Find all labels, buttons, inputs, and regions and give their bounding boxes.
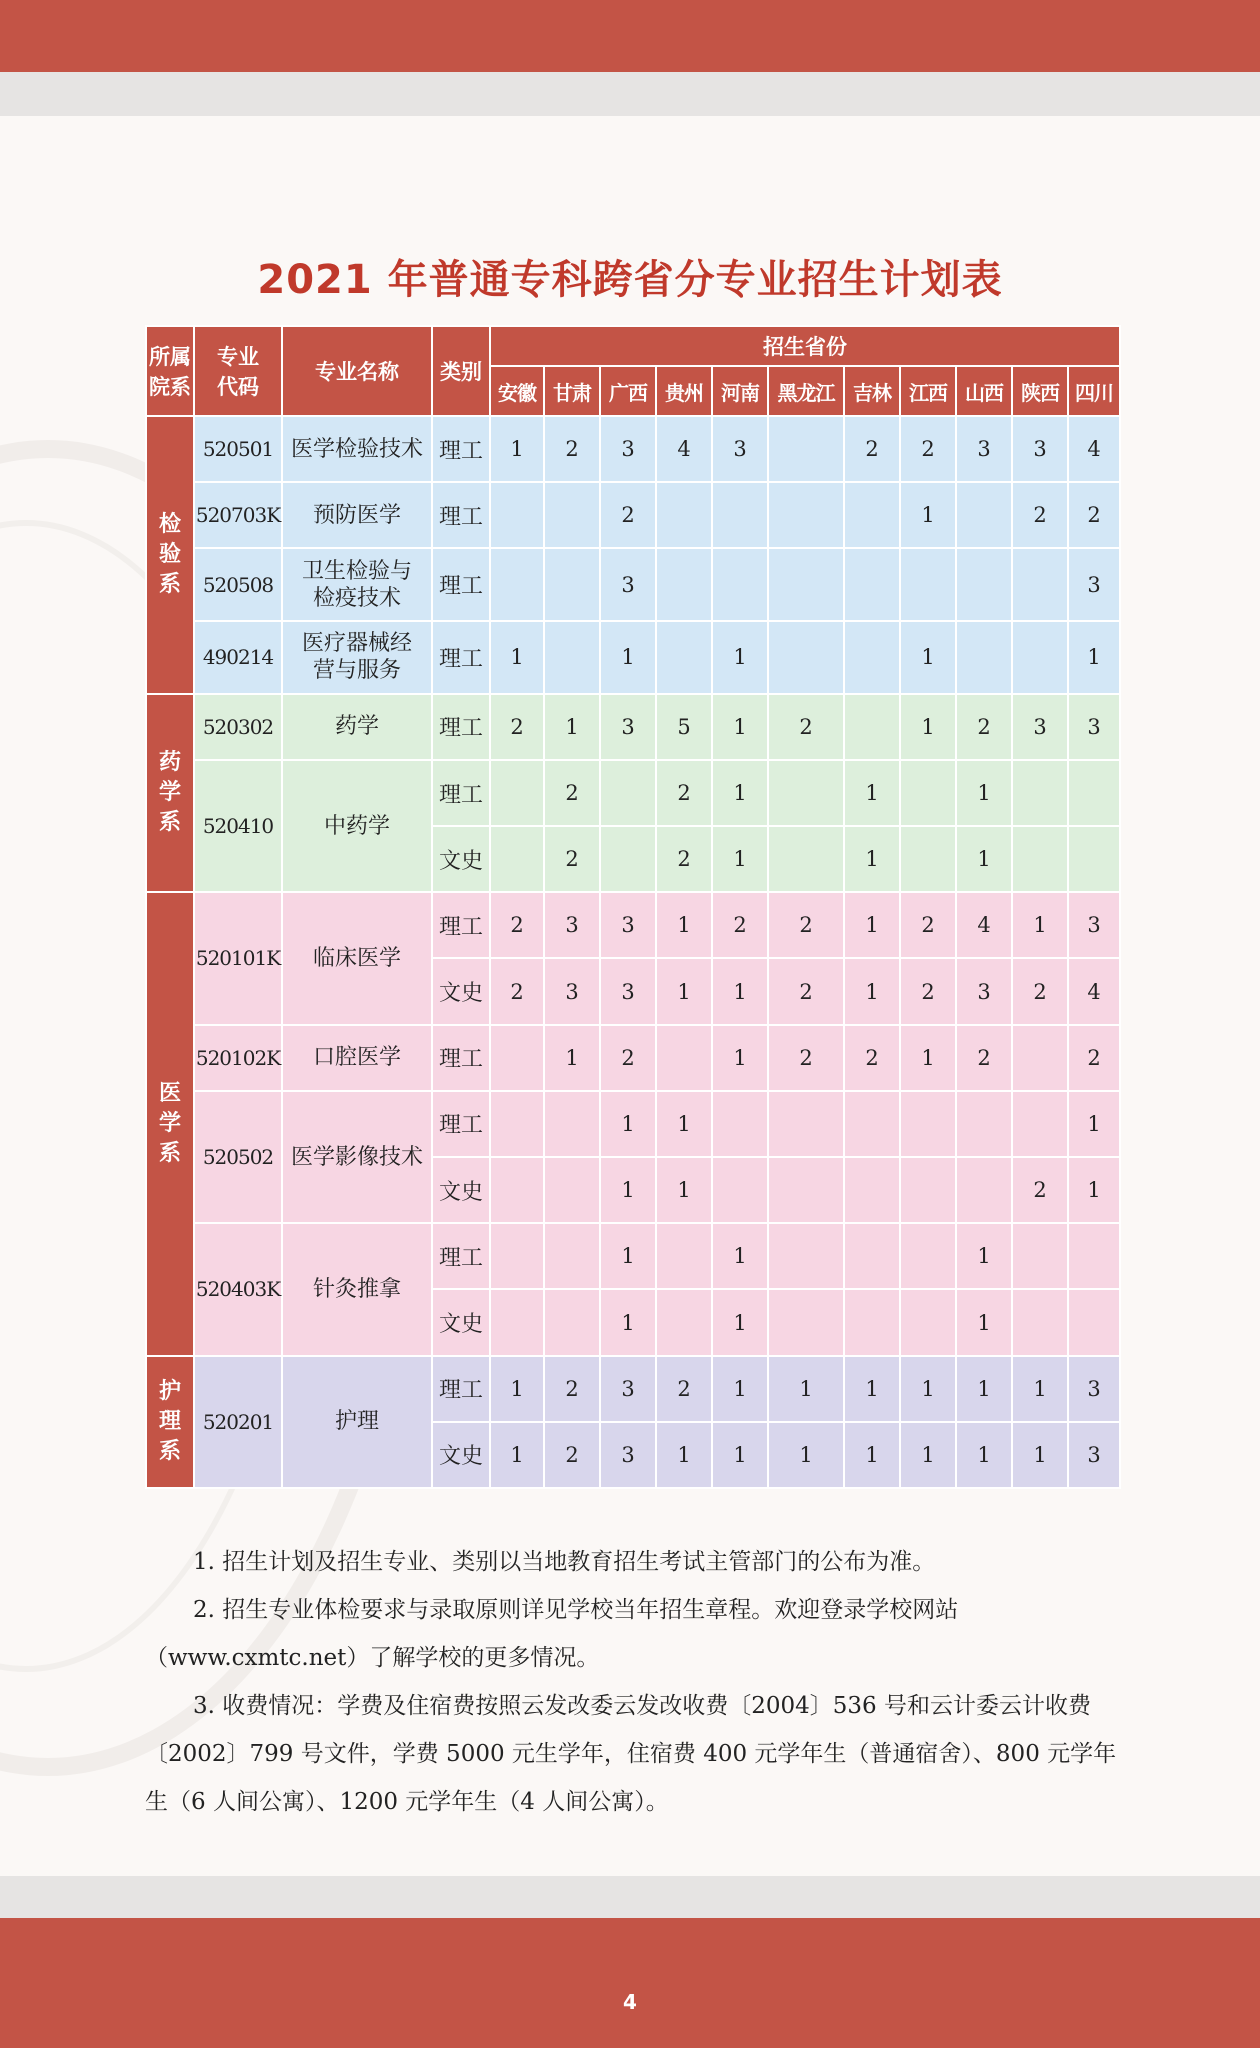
- quota-cell: 1: [600, 621, 656, 694]
- quota-cell: [490, 760, 544, 826]
- quota-cell: 1: [900, 1356, 956, 1422]
- quota-cell: 2: [544, 826, 600, 892]
- quota-cell: 1: [600, 1289, 656, 1355]
- quota-cell: 2: [900, 416, 956, 482]
- quota-cell: 1: [1068, 1157, 1120, 1223]
- quota-cell: [844, 1091, 900, 1157]
- quota-cell: [656, 1025, 712, 1091]
- quota-cell: 3: [1012, 694, 1068, 760]
- major-code: 520102K: [194, 1025, 282, 1091]
- quota-cell: 5: [656, 694, 712, 760]
- major-code: 520403K: [194, 1223, 282, 1355]
- quota-cell: 1: [844, 1356, 900, 1422]
- quota-cell: 2: [544, 416, 600, 482]
- quota-cell: 2: [600, 482, 656, 548]
- quota-cell: [900, 1289, 956, 1355]
- quota-cell: 1: [956, 760, 1012, 826]
- quota-cell: [490, 826, 544, 892]
- quota-cell: [1068, 826, 1120, 892]
- header-dept: 所属 院系: [146, 326, 194, 416]
- quota-cell: [544, 548, 600, 621]
- quota-cell: [956, 621, 1012, 694]
- header-province: 安徽: [490, 366, 544, 416]
- quota-cell: [600, 760, 656, 826]
- quota-cell: 3: [1068, 1422, 1120, 1488]
- quota-cell: 3: [1068, 1356, 1120, 1422]
- quota-cell: [712, 482, 768, 548]
- quota-cell: [1012, 1025, 1068, 1091]
- quota-cell: 2: [1068, 482, 1120, 548]
- quota-cell: 3: [544, 958, 600, 1024]
- quota-cell: [544, 621, 600, 694]
- quota-cell: 3: [1068, 548, 1120, 621]
- header-province: 黑龙江: [768, 366, 844, 416]
- quota-cell: 2: [844, 416, 900, 482]
- category-cell: 文史: [432, 1289, 490, 1355]
- header-code: 专业 代码: [194, 326, 282, 416]
- quota-cell: 2: [1068, 1025, 1120, 1091]
- major-code: 520703K: [194, 482, 282, 548]
- category-cell: 理工: [432, 760, 490, 826]
- quota-cell: 2: [844, 1025, 900, 1091]
- quota-cell: [1012, 1091, 1068, 1157]
- quota-cell: 2: [900, 892, 956, 958]
- quota-cell: [768, 826, 844, 892]
- quota-cell: 1: [712, 958, 768, 1024]
- quota-cell: 1: [490, 416, 544, 482]
- quota-cell: 1: [712, 694, 768, 760]
- major-name: 医疗器械经 营与服务: [282, 621, 432, 694]
- quota-cell: [768, 1289, 844, 1355]
- quota-cell: [490, 482, 544, 548]
- major-code: 520410: [194, 760, 282, 892]
- table-row: [146, 694, 1120, 760]
- quota-cell: 2: [956, 1025, 1012, 1091]
- quota-cell: [712, 1091, 768, 1157]
- quota-cell: [900, 760, 956, 826]
- quota-cell: [712, 548, 768, 621]
- header-province: 陕西: [1012, 366, 1068, 416]
- quota-cell: 1: [956, 1223, 1012, 1289]
- header-major-name: 专业名称: [282, 326, 432, 416]
- quota-cell: 1: [844, 892, 900, 958]
- header-province: 贵州: [656, 366, 712, 416]
- quota-cell: 3: [600, 416, 656, 482]
- quota-cell: 2: [544, 760, 600, 826]
- quota-cell: 1: [1012, 1422, 1068, 1488]
- major-name: 口腔医学: [282, 1025, 432, 1091]
- quota-cell: 2: [656, 760, 712, 826]
- quota-cell: 1: [656, 1422, 712, 1488]
- quota-cell: [1012, 1289, 1068, 1355]
- quota-cell: 1: [490, 1422, 544, 1488]
- category-cell: 文史: [432, 1157, 490, 1223]
- quota-cell: [844, 1223, 900, 1289]
- quota-cell: 1: [656, 892, 712, 958]
- notes-section: [145, 1538, 1117, 1826]
- category-cell: 理工: [432, 621, 490, 694]
- header-provinces-group: 招生省份: [490, 326, 1120, 366]
- quota-cell: 1: [844, 826, 900, 892]
- quota-cell: 1: [900, 621, 956, 694]
- major-code: 490214: [194, 621, 282, 694]
- quota-cell: [844, 1157, 900, 1223]
- quota-cell: [956, 1091, 1012, 1157]
- quota-cell: 1: [600, 1223, 656, 1289]
- quota-cell: 1: [844, 1422, 900, 1488]
- quota-cell: 3: [600, 1422, 656, 1488]
- quota-cell: [956, 482, 1012, 548]
- quota-cell: 1: [1012, 892, 1068, 958]
- quota-cell: 2: [768, 892, 844, 958]
- major-code: 520501: [194, 416, 282, 482]
- quota-cell: [844, 694, 900, 760]
- quota-cell: 1: [900, 1025, 956, 1091]
- category-cell: 理工: [432, 416, 490, 482]
- quota-cell: [656, 482, 712, 548]
- quota-cell: 2: [490, 892, 544, 958]
- quota-cell: [844, 482, 900, 548]
- quota-cell: [768, 548, 844, 621]
- quota-cell: 2: [544, 1422, 600, 1488]
- quota-cell: 1: [712, 1289, 768, 1355]
- quota-cell: 1: [768, 1356, 844, 1422]
- quota-cell: [900, 1157, 956, 1223]
- quota-cell: 1: [956, 1422, 1012, 1488]
- quota-cell: 1: [656, 1091, 712, 1157]
- category-cell: 文史: [432, 958, 490, 1024]
- quota-cell: 1: [1068, 621, 1120, 694]
- major-name: 针灸推拿: [282, 1223, 432, 1355]
- quota-cell: 4: [1068, 416, 1120, 482]
- quota-cell: [956, 1157, 1012, 1223]
- header-category: 类别: [432, 326, 490, 416]
- quota-cell: 3: [600, 548, 656, 621]
- quota-cell: 3: [1068, 694, 1120, 760]
- quota-cell: 3: [600, 1356, 656, 1422]
- top-banner: [0, 0, 1260, 72]
- quota-cell: 1: [712, 1422, 768, 1488]
- quota-cell: [1068, 1223, 1120, 1289]
- quota-cell: [490, 1025, 544, 1091]
- quota-cell: [900, 826, 956, 892]
- quota-cell: 2: [1012, 1157, 1068, 1223]
- quota-cell: 4: [1068, 958, 1120, 1024]
- category-cell: 理工: [432, 892, 490, 958]
- quota-cell: 1: [1012, 1356, 1068, 1422]
- note-item: 1. 招生计划及招生专业、类别以当地教育招生考试主管部门的公布为准。: [193, 1549, 936, 1575]
- quota-cell: [768, 482, 844, 548]
- quota-cell: [656, 548, 712, 621]
- major-name: 临床医学: [282, 892, 432, 1024]
- quota-cell: 1: [712, 1025, 768, 1091]
- quota-cell: 3: [600, 892, 656, 958]
- major-code: 520508: [194, 548, 282, 621]
- category-cell: 文史: [432, 826, 490, 892]
- quota-cell: [490, 1091, 544, 1157]
- quota-cell: 2: [656, 1356, 712, 1422]
- quota-cell: 2: [490, 694, 544, 760]
- page-number: 4: [623, 1990, 637, 2014]
- quota-cell: [768, 416, 844, 482]
- header-province: 甘肃: [544, 366, 600, 416]
- major-name: 医学影像技术: [282, 1091, 432, 1223]
- quota-cell: [1012, 621, 1068, 694]
- table-row: [146, 621, 1120, 694]
- quota-cell: [768, 621, 844, 694]
- enrollment-plan-table: [145, 325, 1121, 1489]
- note-item: 3. 收费情况：学费及住宿费按照云发改委云发改收费〔2004〕536 号和云计委云计收费〔2002〕799 号文件，学费 5000 元生学年，住宿费 400 元学年生（普通宿舍）、800 元学年生（6 人间公寓）、1200 元学年生（4 人间公寓）。: [145, 1693, 1117, 1815]
- quota-cell: 1: [490, 1356, 544, 1422]
- bottom-stripe: [0, 1876, 1260, 1918]
- quota-cell: [544, 1223, 600, 1289]
- quota-cell: 2: [900, 958, 956, 1024]
- quota-cell: 2: [1012, 482, 1068, 548]
- quota-cell: [1068, 760, 1120, 826]
- quota-cell: 1: [712, 621, 768, 694]
- quota-cell: 3: [600, 958, 656, 1024]
- quota-cell: 2: [544, 1356, 600, 1422]
- header-province: 四川: [1068, 366, 1120, 416]
- quota-cell: 1: [956, 826, 1012, 892]
- table-row: [146, 548, 1120, 621]
- quota-cell: 2: [768, 694, 844, 760]
- quota-cell: [490, 548, 544, 621]
- table-row: [146, 1025, 1120, 1091]
- quota-cell: [656, 1289, 712, 1355]
- quota-cell: 1: [600, 1157, 656, 1223]
- table-row: [146, 1223, 1120, 1289]
- major-code: 520201: [194, 1356, 282, 1488]
- major-name: 药学: [282, 694, 432, 760]
- bottom-banner: [0, 1918, 1260, 2048]
- quota-cell: [490, 1223, 544, 1289]
- quota-cell: [712, 1157, 768, 1223]
- quota-cell: [1012, 548, 1068, 621]
- quota-cell: [544, 1157, 600, 1223]
- category-cell: 理工: [432, 1356, 490, 1422]
- quota-cell: 2: [956, 694, 1012, 760]
- quota-cell: [1012, 1223, 1068, 1289]
- quota-cell: [656, 621, 712, 694]
- quota-cell: [544, 1091, 600, 1157]
- page-title: 2021 年普通专科跨省分专业招生计划表: [257, 257, 1003, 303]
- quota-cell: [600, 826, 656, 892]
- category-cell: 理工: [432, 482, 490, 548]
- quota-cell: 1: [712, 1223, 768, 1289]
- table-row: [146, 416, 1120, 482]
- major-name: 护理: [282, 1356, 432, 1488]
- dept-name: 检 验 系: [146, 416, 194, 694]
- quota-cell: [844, 548, 900, 621]
- quota-cell: 1: [900, 1422, 956, 1488]
- quota-cell: [656, 1223, 712, 1289]
- header-province: 江西: [900, 366, 956, 416]
- quota-cell: 1: [600, 1091, 656, 1157]
- quota-cell: 1: [956, 1289, 1012, 1355]
- quota-cell: [490, 1289, 544, 1355]
- quota-cell: 1: [544, 694, 600, 760]
- table-row: [146, 760, 1120, 826]
- category-cell: 理工: [432, 694, 490, 760]
- quota-cell: [900, 1223, 956, 1289]
- quota-cell: 1: [768, 1422, 844, 1488]
- major-code: 520302: [194, 694, 282, 760]
- table-row: [146, 482, 1120, 548]
- quota-cell: [490, 1157, 544, 1223]
- quota-cell: 1: [490, 621, 544, 694]
- quota-cell: [1012, 760, 1068, 826]
- major-name: 预防医学: [282, 482, 432, 548]
- category-cell: 理工: [432, 1223, 490, 1289]
- quota-cell: 4: [656, 416, 712, 482]
- quota-cell: 3: [544, 892, 600, 958]
- major-code: 520101K: [194, 892, 282, 1024]
- quota-cell: [544, 1289, 600, 1355]
- header-province: 河南: [712, 366, 768, 416]
- major-name: 卫生检验与 检疫技术: [282, 548, 432, 621]
- top-stripe: [0, 72, 1260, 116]
- quota-cell: 1: [844, 760, 900, 826]
- major-name: 中药学: [282, 760, 432, 892]
- quota-cell: [768, 1223, 844, 1289]
- quota-cell: 1: [900, 694, 956, 760]
- dept-name: 医 学 系: [146, 892, 194, 1355]
- quota-cell: 2: [656, 826, 712, 892]
- quota-cell: 3: [956, 958, 1012, 1024]
- table-row: [146, 1091, 1120, 1157]
- quota-cell: 1: [712, 826, 768, 892]
- quota-cell: 2: [600, 1025, 656, 1091]
- quota-cell: 3: [956, 416, 1012, 482]
- quota-cell: 1: [900, 482, 956, 548]
- quota-cell: 1: [956, 1356, 1012, 1422]
- header-province: 吉林: [844, 366, 900, 416]
- quota-cell: 4: [956, 892, 1012, 958]
- quota-cell: 2: [1012, 958, 1068, 1024]
- quota-cell: 1: [712, 760, 768, 826]
- quota-cell: 1: [656, 1157, 712, 1223]
- quota-cell: [1012, 826, 1068, 892]
- quota-cell: 1: [712, 1356, 768, 1422]
- table-row: [146, 892, 1120, 958]
- quota-cell: 2: [490, 958, 544, 1024]
- quota-cell: 1: [844, 958, 900, 1024]
- major-name: 医学检验技术: [282, 416, 432, 482]
- quota-cell: [956, 548, 1012, 621]
- quota-cell: 3: [712, 416, 768, 482]
- quota-cell: [1068, 1289, 1120, 1355]
- quota-cell: [900, 1091, 956, 1157]
- major-code: 520502: [194, 1091, 282, 1223]
- quota-cell: 1: [544, 1025, 600, 1091]
- header-province: 广西: [600, 366, 656, 416]
- category-cell: 文史: [432, 1422, 490, 1488]
- category-cell: 理工: [432, 1091, 490, 1157]
- quota-cell: 2: [768, 958, 844, 1024]
- quota-cell: 1: [1068, 1091, 1120, 1157]
- quota-cell: 1: [656, 958, 712, 1024]
- quota-cell: [768, 760, 844, 826]
- quota-cell: 3: [1068, 892, 1120, 958]
- quota-cell: [768, 1091, 844, 1157]
- dept-name: 护 理 系: [146, 1356, 194, 1488]
- quota-cell: 2: [712, 892, 768, 958]
- table-row: [146, 1356, 1120, 1422]
- category-cell: 理工: [432, 1025, 490, 1091]
- note-item: 2. 招生专业体检要求与录取原则详见学校当年招生章程。欢迎登录学校网站（www.cxmtc.net）了解学校的更多情况。: [145, 1597, 959, 1671]
- quota-cell: [844, 621, 900, 694]
- quota-cell: [768, 1157, 844, 1223]
- quota-cell: 3: [600, 694, 656, 760]
- quota-cell: 3: [1012, 416, 1068, 482]
- quota-cell: [900, 548, 956, 621]
- category-cell: 理工: [432, 548, 490, 621]
- quota-cell: 2: [768, 1025, 844, 1091]
- dept-name: 药 学 系: [146, 694, 194, 893]
- quota-cell: [544, 482, 600, 548]
- header-province: 山西: [956, 366, 1012, 416]
- quota-cell: [844, 1289, 900, 1355]
